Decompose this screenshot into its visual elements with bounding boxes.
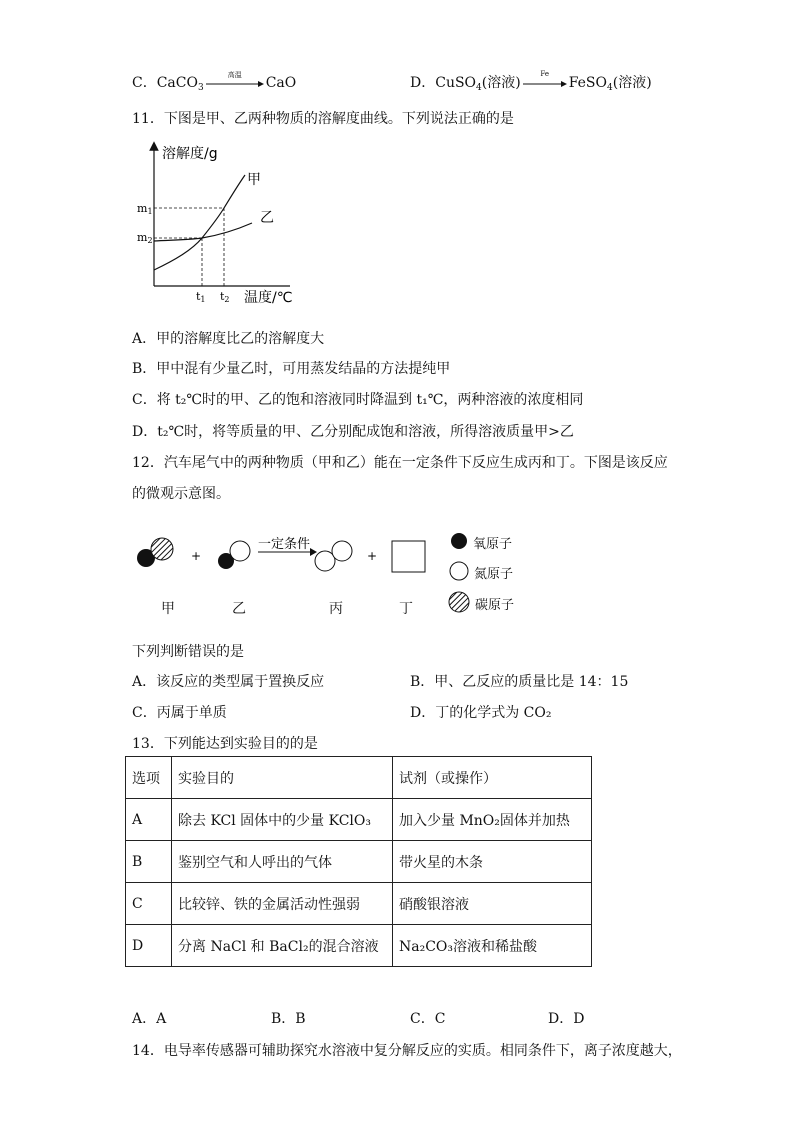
legend-oxygen-icon bbox=[451, 533, 467, 549]
x-tick-t1: t1 bbox=[196, 290, 206, 304]
q11-stem: 11．下图是甲、乙两种物质的溶解度曲线。下列说法正确的是 bbox=[132, 111, 514, 127]
q13-stem: 13．下列能达到实验目的的是 bbox=[132, 736, 318, 752]
q10-c-arrow bbox=[206, 71, 264, 90]
q14-stem: 14．电导率传感器可辅助探究水溶液中复分解反应的实质。相同条件下，离子浓度越大， bbox=[132, 1043, 682, 1059]
q10-c-product: CaO bbox=[265, 75, 297, 91]
q10-d-product-sub: 4 bbox=[607, 83, 613, 93]
q11-option-d: D．t₂℃时，将等质量的甲、乙分别配成饱和溶液，所得溶液质量甲>乙 bbox=[132, 424, 574, 440]
row-reagent: 带火星的木条 bbox=[393, 841, 592, 883]
x-tick-t2: t2 bbox=[220, 290, 230, 304]
table-row bbox=[126, 883, 592, 925]
q11-option-b: B．甲中混有少量乙时，可用蒸发结晶的方法提纯甲 bbox=[132, 361, 451, 377]
label-yi: 乙 bbox=[232, 601, 246, 617]
header-purpose: 实验目的 bbox=[172, 757, 393, 799]
curve-label-yi: 乙 bbox=[260, 210, 274, 226]
q10-c-reactant-sub: 3 bbox=[197, 83, 204, 93]
q13-answer-a: A．A bbox=[132, 1011, 167, 1027]
q11-solubility-chart bbox=[137, 140, 310, 310]
table-header-row bbox=[126, 757, 592, 799]
q10-c-label: C． bbox=[132, 75, 157, 91]
header-option: 选项 bbox=[126, 757, 172, 799]
row-purpose: 鉴别空气和人呼出的气体 bbox=[172, 841, 393, 883]
legend-carbon-icon bbox=[449, 592, 469, 612]
bing-nitrogen-atom-2 bbox=[332, 541, 352, 561]
label-jia: 甲 bbox=[161, 601, 175, 617]
legend-oxygen-label: 氧原子 bbox=[473, 537, 513, 552]
q11-option-a: A．甲的溶解度比乙的溶解度大 bbox=[132, 331, 325, 347]
table-row bbox=[126, 841, 592, 883]
header-reagent: 试剂（或操作） bbox=[393, 757, 592, 799]
q10-option-d bbox=[410, 72, 652, 93]
row-reagent: Na₂CO₃溶液和稀盐酸 bbox=[393, 925, 592, 967]
table-row bbox=[126, 799, 592, 841]
row-purpose: 分离 NaCl 和 BaCl₂的混合溶液 bbox=[172, 925, 393, 967]
row-purpose: 比较锌、铁的金属活动性强弱 bbox=[172, 883, 393, 925]
ding-unknown-box bbox=[392, 541, 425, 572]
chart-xlabel: 温度/℃ bbox=[244, 290, 293, 306]
q12-option-c: C．丙属于单质 bbox=[132, 705, 227, 721]
q13-answer-c: C．C bbox=[410, 1011, 446, 1027]
y-tick-m2: m2 bbox=[137, 231, 153, 245]
q12-stem-line1: 12．汽车尾气中的两种物质（甲和乙）能在一定条件下反应生成丙和丁。下图是该反应 bbox=[132, 455, 668, 471]
legend-carbon-label: 碳原子 bbox=[475, 598, 515, 613]
curve-label-jia: 甲 bbox=[247, 172, 261, 188]
row-option: C bbox=[126, 883, 172, 925]
q10-d-label: D． bbox=[410, 75, 436, 91]
table-row bbox=[126, 925, 592, 967]
q10-d-reactant: CuSO bbox=[435, 75, 477, 91]
label-bing: 丙 bbox=[329, 601, 343, 617]
row-option: D bbox=[126, 925, 172, 967]
row-option: A bbox=[126, 799, 172, 841]
jia-carbon-atom bbox=[151, 538, 173, 560]
row-purpose: 除去 KCl 固体中的少量 KClO₃ bbox=[172, 799, 393, 841]
plus-2: + bbox=[367, 549, 378, 563]
q12-option-d: D．丁的化学式为 CO₂ bbox=[410, 705, 552, 721]
row-reagent: 加入少量 MnO₂固体并加热 bbox=[393, 799, 592, 841]
legend-nitrogen-label: 氮原子 bbox=[474, 567, 514, 582]
q10-d-product: FeSO bbox=[568, 75, 608, 91]
q12-stem-line2: 的微观示意图。 bbox=[132, 486, 230, 502]
q13-options-table bbox=[125, 756, 592, 967]
legend-nitrogen-icon bbox=[450, 562, 468, 580]
q10-d-reactant-tail: (溶液) bbox=[481, 75, 521, 91]
q10-d-reactant-sub: 4 bbox=[476, 83, 482, 93]
yi-nitrogen-atom bbox=[230, 541, 250, 561]
q10-d-product-tail: (溶液) bbox=[612, 75, 652, 91]
q13-answer-d: D．D bbox=[548, 1011, 585, 1027]
q10-d-arrow bbox=[523, 70, 567, 90]
q12-option-b: B．甲、乙反应的质量比是 14：15 bbox=[410, 674, 629, 690]
chart-ylabel: 溶解度/g bbox=[162, 146, 218, 162]
y-tick-m1: m1 bbox=[137, 202, 153, 216]
q11-option-c: C．将 t₂℃时的甲、乙的饱和溶液同时降温到 t₁℃，两种溶液的浓度相同 bbox=[132, 392, 584, 408]
curve-yi bbox=[154, 223, 252, 241]
q10-c-condition: 高温 bbox=[227, 71, 242, 79]
plus-1: + bbox=[191, 549, 202, 563]
curve-jia bbox=[154, 175, 245, 270]
q10-option-c bbox=[132, 72, 296, 93]
row-reagent: 硝酸银溶液 bbox=[393, 883, 592, 925]
row-option: B bbox=[126, 841, 172, 883]
reaction-condition: 一定条件 bbox=[258, 537, 311, 552]
q10-c-reactant: CaCO bbox=[156, 75, 198, 91]
q12-prompt: 下列判断错误的是 bbox=[132, 644, 244, 660]
label-ding: 丁 bbox=[399, 601, 413, 617]
q10-d-condition: Fe bbox=[540, 70, 550, 78]
q12-option-a: A．该反应的类型属于置换反应 bbox=[132, 674, 325, 690]
q13-answer-b: B．B bbox=[271, 1011, 306, 1027]
